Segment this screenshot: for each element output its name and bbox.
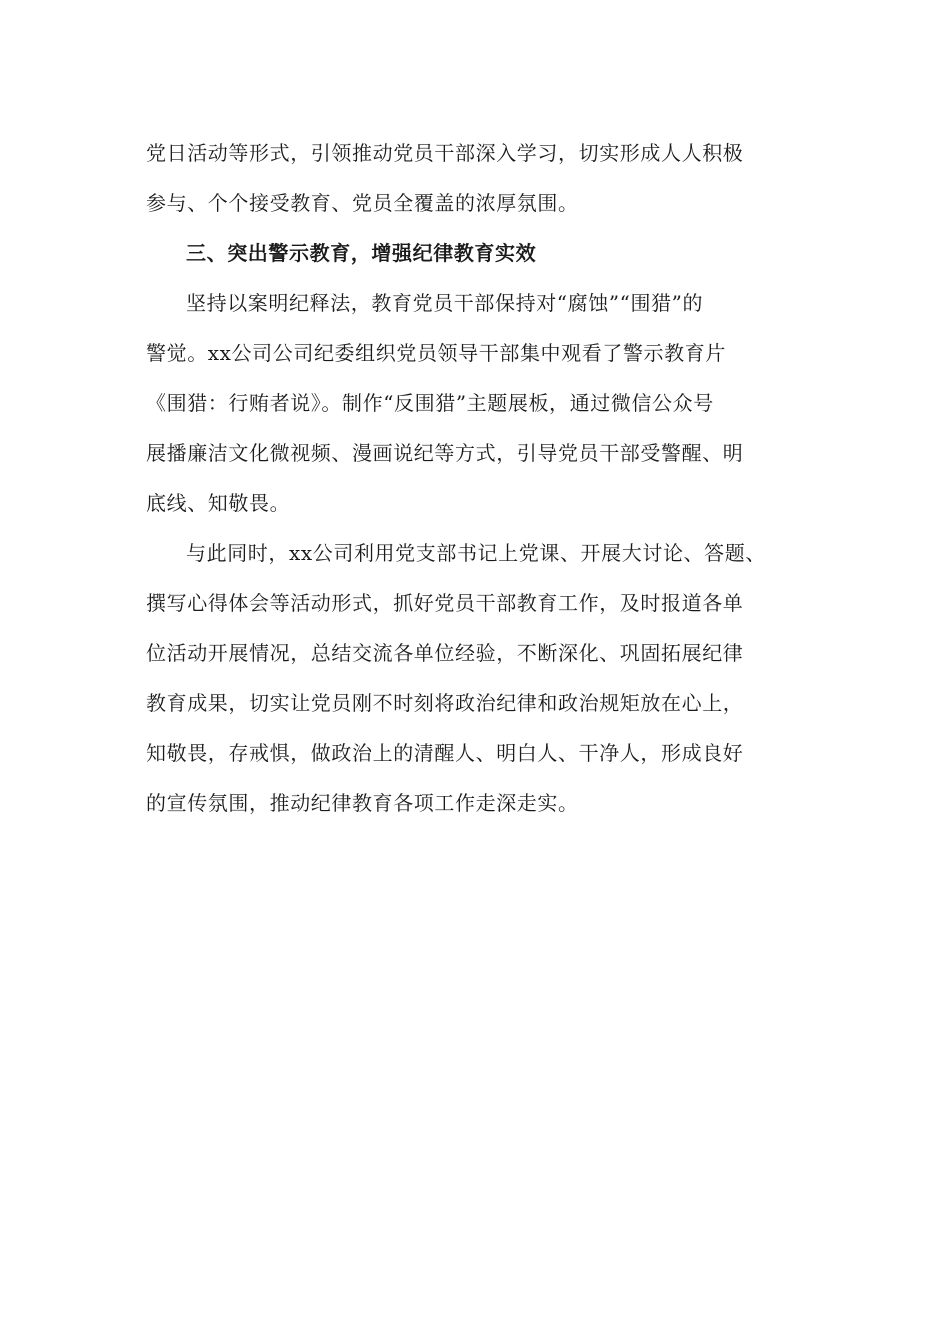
paragraph-line: 教育成果，切实让党员刚不时刻将政治纪律和政治规矩放在心上， bbox=[146, 691, 744, 715]
paragraph-meanwhile bbox=[146, 528, 806, 828]
paragraph-line: 参与、个个接受教育、党员全覆盖的浓厚氛围。 bbox=[146, 191, 579, 215]
paragraph-line: 警觉。xx公司公司纪委组织党员领导干部集中观看了警示教育片 bbox=[146, 341, 726, 365]
paragraph-line: 坚持以案明纪释法，教育党员干部保持对“腐蚀”“围猎”的 bbox=[186, 291, 704, 315]
paragraph-line: 的宣传氛围，推动纪律教育各项工作走深走实。 bbox=[146, 791, 579, 815]
paragraph-line: 党日活动等形式，引领推动党员干部深入学习，切实形成人人积极 bbox=[146, 141, 744, 165]
paragraph-line: 位活动开展情况，总结交流各单位经验，不断深化、巩固拓展纪律 bbox=[146, 641, 744, 665]
paragraph-continued bbox=[146, 128, 806, 228]
paragraph-line: 展播廉洁文化微视频、漫画说纪等方式，引导党员干部受警醒、明 bbox=[146, 441, 744, 465]
paragraph-line: 知敬畏，存戒惧，做政治上的清醒人、明白人、干净人，形成良好 bbox=[146, 741, 744, 765]
paragraph-line: 《围猎：行贿者说》。制作“反围猎”主题展板，通过微信公众号 bbox=[146, 391, 714, 415]
paragraph-warning-education bbox=[146, 278, 806, 528]
paragraph-line: 撰写心得体会等活动形式，抓好党员干部教育工作，及时报道各单 bbox=[146, 591, 744, 615]
section-heading: 三、突出警示教育，增强纪律教育实效 bbox=[186, 241, 537, 265]
paragraph-line: 与此同时，xx公司利用党支部书记上党课、开展大讨论、答题、 bbox=[186, 541, 766, 565]
paragraph-line: 底线、知敬畏。 bbox=[146, 491, 291, 515]
document-body bbox=[146, 128, 806, 828]
